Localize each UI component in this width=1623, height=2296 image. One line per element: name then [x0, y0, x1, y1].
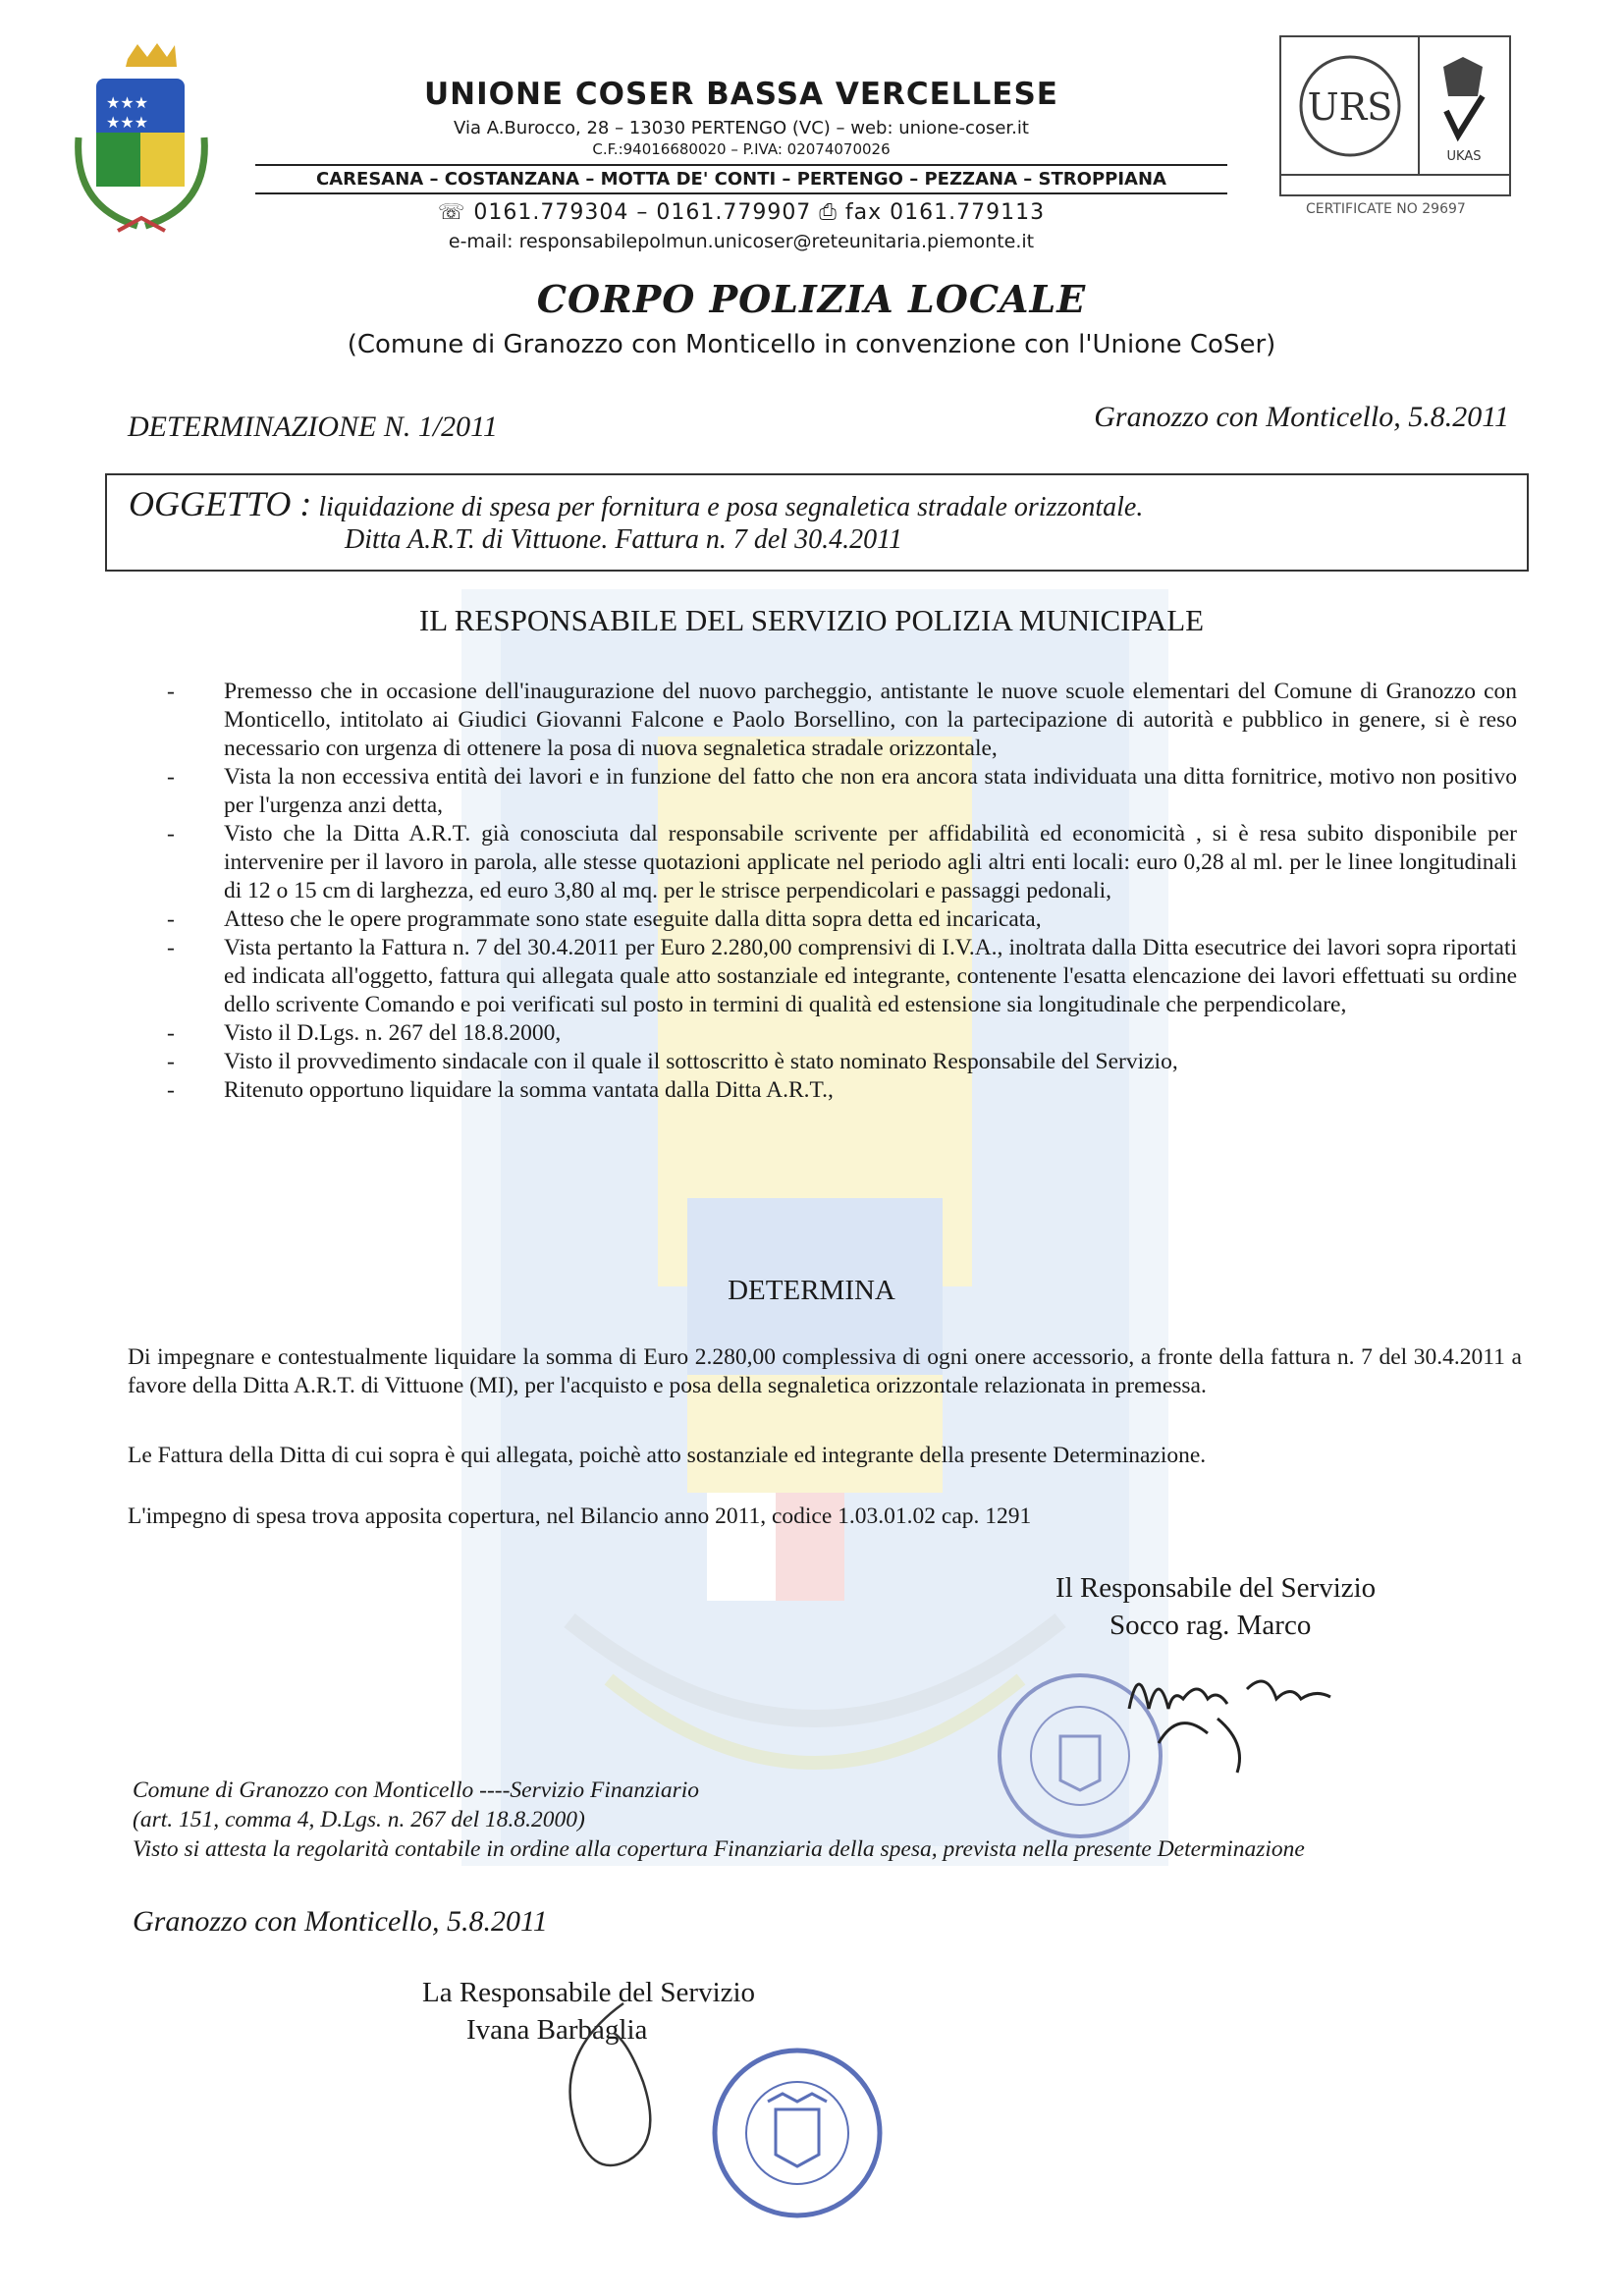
signature-2-role: La Responsabile del Servizio [422, 1977, 756, 2008]
bullet-dash: - [167, 821, 175, 847]
signature-2-name: Ivana Barbaglia [466, 2014, 648, 2046]
oggetto-text-1: liquidazione di spesa per fornitura e posa segnaletica stradale orizzontale. [318, 492, 1144, 522]
premesse-list [167, 678, 1517, 1105]
crest-logo [59, 39, 226, 246]
signature-1-name: Socco rag. Marco [1109, 1610, 1312, 1641]
svg-text:★★★: ★★★ [106, 93, 149, 112]
list-item: - Visto il D.Lgs. n. 267 del 18.8.2000, [167, 1020, 562, 1046]
org-fiscal-codes: C.F.:94016680020 – P.IVA: 02074070026 [592, 140, 891, 158]
certification-logo [1279, 35, 1511, 196]
handwritten-signature-1 [1119, 1650, 1365, 1777]
ukas-text: UKAS [1446, 149, 1482, 164]
oggetto-text-2: Ditta A.R.T. di Vittuone. Fattura n. 7 del 30.4.2011 [345, 524, 903, 555]
bullet-dash: - [167, 906, 175, 932]
urs-text: URS [1307, 85, 1393, 129]
letterhead [236, 59, 1247, 252]
list-item: - Premesso che in occasione dell'inaugurazione del nuovo parcheggio, antistante le nuove scuole elementari del Comune di Granozzo con Monticello, intitolato ai Giudici Giovanni Falcone e Paolo Borsellino, con la partecipazione di autorità e pubblico in genere, si è reso necessario con urgenza di ottenere la posa di nuova segnaletica stradale orizzontale, [167, 679, 1517, 761]
bullet-dash: - [167, 679, 175, 704]
municipal-stamp-2 [709, 2045, 886, 2221]
list-item: - Visto il provvedimento sindacale con il quale il sottoscritto è stato nominato Responsabile del Servizio, [167, 1049, 1178, 1074]
finanziario-date: Granozzo con Monticello, 5.8.2011 [133, 1905, 548, 1938]
signature-block-1 [1055, 1569, 1376, 1644]
svg-text:★★★: ★★★ [106, 113, 149, 132]
determinazione-number: DETERMINAZIONE N. 1/2011 [128, 410, 498, 443]
responsabile-heading: IL RESPONSABILE DEL SERVIZIO POLIZIA MUNICIPALE [418, 603, 1205, 637]
signature-1-role: Il Responsabile del Servizio [1055, 1572, 1377, 1604]
finanziario-line-2: (art. 151, comma 4, D.Lgs. n. 267 del 18.8.2000) [133, 1807, 585, 1832]
determina-paragraph-3: L'impegno di spesa trova apposita copertura, nel Bilancio anno 2011, codice 1.03.01.02 cap. 1291 [128, 1503, 1032, 1529]
finanziario-line-1: Comune di Granozzo con Monticello ----Servizio Finanziario [133, 1777, 699, 1803]
bullet-dash: - [167, 764, 175, 790]
list-item: - Vista pertanto la Fattura n. 7 del 30.4.2011 per Euro 2.280,00 comprensivi di I.V.A., inoltrata dalla Ditta esecutrice dei lavori sopra riportati ed indicata all'oggetto, fattura qui allegata quale atto sostanziale ed integrante, contenente l'esatta elencazione dei lavori effettuati su ordine dello scrivente Comando e poi verificati sul posto in termini di qualità ed estensione sia longitudinale che perpendicolare, [167, 935, 1517, 1017]
determina-paragraph-2: Le Fattura della Ditta di cui sopra è qui allegata, poichè atto sostanziale ed integrante della presente Determinazione. [128, 1443, 1207, 1468]
list-item: - Visto che la Ditta A.R.T. già conosciuta dal responsabile scrivente per affidabilità ed economicità , si è resa subito disponibile per intervenire per il lavoro in parola, alle stesse quotazioni applicate nel periodo agli altri enti locali: euro 0,28 al ml. per le linee longitudinali di 12 o 15 cm di larghezza, ed euro 3,80 al mq. per le strisce perpendicolari e passaggi pedonali, [167, 821, 1517, 903]
corpo-title: CORPO POLIZIA LOCALE [536, 277, 1087, 321]
org-email: e-mail: responsabilepolmun.unicoser@reteunitaria.piemonte.it [448, 231, 1035, 252]
member-municipalities: CARESANA – COSTANZANA – MOTTA DE' CONTI – PERTENGO – PEZZANA – STROPPIANA [255, 164, 1227, 194]
bullet-dash: - [167, 1020, 175, 1046]
oggetto-line-1 [129, 483, 1505, 524]
handwritten-signature-2 [535, 1994, 702, 2190]
servizio-finanziario-block [133, 1776, 1527, 1864]
list-item: - Atteso che le opere programmate sono state eseguite dalla ditta sopra detta ed incaricata, [167, 906, 1042, 932]
list-item: - Ritenuto opportuno liquidare la somma vantata dalla Ditta A.R.T., [167, 1077, 834, 1103]
determina-paragraph-1: Di impegnare e contestualmente liquidare la somma di Euro 2.280,00 complessiva di ogni onere accessorio, a fronte della fattura n. 7 del 30.4.2011 a favore della Ditta A.R.T. di Vittuone (MI), per l'acquisto e posa della segnaletica orizzontale relazionata in premessa. [128, 1344, 1522, 1398]
convenzione-line: (Comune di Granozzo con Monticello in convenzione con l'Unione CoSer) [347, 330, 1276, 359]
finanziario-line-3: Visto si attesta la regolarità contabile in ordine alla copertura Finanziaria della spesa, prevista nella presente Determinazione [133, 1836, 1305, 1862]
phone-fax: ☏ 0161.779304 – 0161.779907 ⎙ fax 0161.779113 [437, 200, 1046, 225]
determinazione-date: Granozzo con Monticello, 5.8.2011 [1094, 401, 1509, 433]
certificate-number: CERTIFICATE NO 29697 [1306, 201, 1466, 217]
determina-heading: DETERMINA [728, 1275, 895, 1306]
org-name: UNIONE COSER BASSA VERCELLESE [423, 77, 1058, 112]
bullet-dash: - [167, 935, 175, 960]
oggetto-box [105, 473, 1529, 572]
bullet-dash: - [167, 1077, 175, 1103]
list-item: - Vista la non eccessiva entità dei lavori e in funzione del fatto che non era ancora stata individuata una ditta fornitrice, motivo non positivo per l'urgenza anzi detta, [167, 764, 1517, 818]
urs-ukas-icon [1281, 37, 1509, 194]
oggetto-label: OGGETTO : [129, 484, 312, 523]
org-address: Via A.Burocco, 28 – 13030 PERTENGO (VC) – web: unione-coser.it [454, 118, 1029, 138]
bullet-dash: - [167, 1049, 175, 1074]
